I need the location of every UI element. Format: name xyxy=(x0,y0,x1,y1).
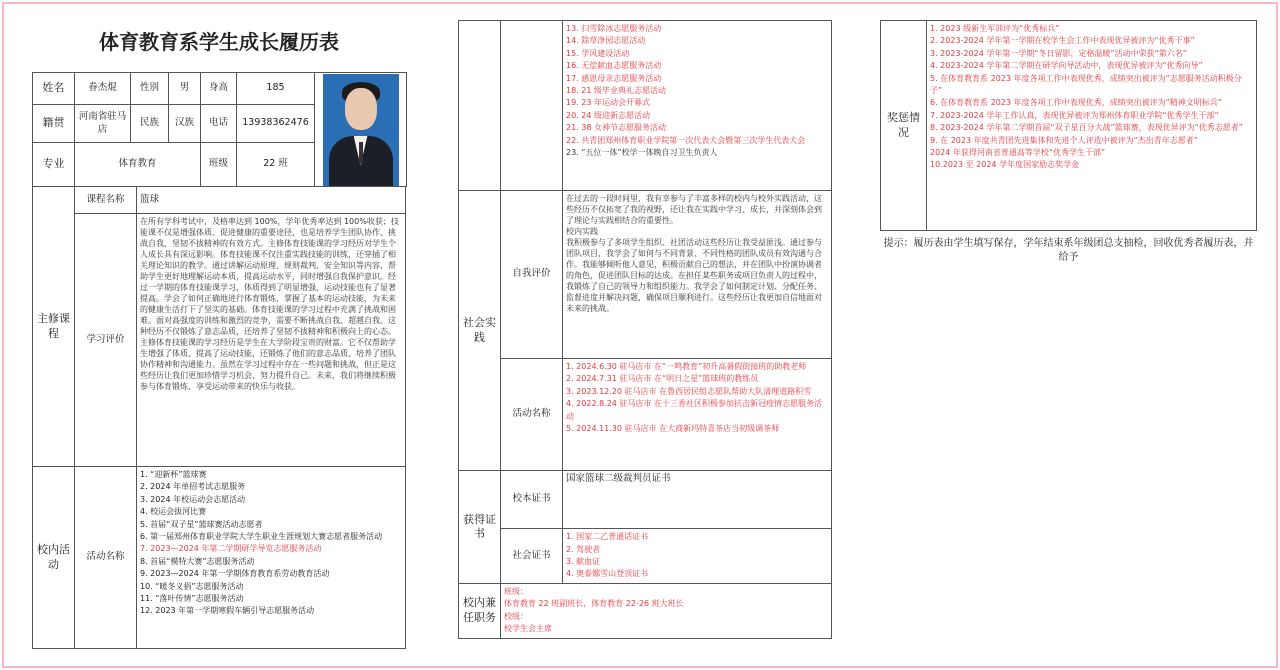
name-value: 眷杰焜 xyxy=(75,73,131,105)
list-item: 1. 2023 级新生军训评为“优秀标兵” xyxy=(930,24,1060,33)
student-photo xyxy=(323,74,399,186)
list-item: 3. 2023.12.20 驻马店市 在鲁西居民组志愿队帮助大队清理道路积雪 xyxy=(566,386,812,396)
list-item: 1. 2024.6.30 驻马店市 在“一鸣教育”初升高暑假街接班的助教老师 xyxy=(566,362,807,371)
height-label: 身高 xyxy=(201,73,237,105)
social-name-label: 活动名称 xyxy=(501,359,563,471)
course-eval-label: 学习评价 xyxy=(75,214,137,467)
list-item: 7. 2023-2024 学年工作认真，表现优异被评为郑州体育职业学院“优秀学生干部” xyxy=(930,110,1219,120)
major-label: 专业 xyxy=(33,143,75,187)
self-eval-text: 在过去的一段时间里，我有幸参与了丰富多样的校内与校外实践活动，这些经历不仅拓宽了我的视野，还让我在实践中学习、成长，并深刻体会到了理论与实践相结合的重要性。 校内实践 我积极参与了多项学生组织、社团活动这些经历让我受益匪浅。通过参与团队项目，我学会了如何与不同背景、不同性格的团队成员有效沟通与合作。我能够倾听他人意见，积极贡献自己的想法，并在团队中扮演协调者的角色，促进团队目标的达成。在担任某些职务或项目负责人的过程中，我锻炼了自己的领导力和组织能力。我学会了如何制定计划、分配任务、监督进度并解决问题，确保项目顺利进行。这些经历让我更加自信地面对未来的挑战。 xyxy=(563,191,832,359)
ethnic-label: 民族 xyxy=(131,105,169,143)
school-cert-label: 校本证书 xyxy=(501,471,563,529)
list-item: 班级： xyxy=(504,587,528,596)
list-item: 10.2023 至 2024 学年度国家励志奖学金 xyxy=(930,160,1080,170)
name-label: 姓名 xyxy=(33,73,75,105)
social-cert-list xyxy=(563,529,832,584)
course-section-label: 主修课程 xyxy=(33,187,75,467)
page-3 xyxy=(880,20,1257,264)
footer-note: 提示：履历表由学生填写保存，学年结束系年级团总支抽检，回收优秀者履历表，并给予 xyxy=(883,238,1254,263)
page2-table xyxy=(458,20,832,639)
campus-section-label: 校内活动 xyxy=(33,467,75,649)
list-item: 1. 国家二乙普通话证书 xyxy=(566,532,649,542)
list-item: 5. 2024.11.30 驻马店市 在大商新玛特喜茶店当初级调茶师 xyxy=(566,423,780,433)
major-value: 体育教育 xyxy=(75,143,201,187)
list-item: 校级： xyxy=(504,611,528,621)
duties-list xyxy=(501,584,832,639)
awards-list xyxy=(927,21,1257,231)
list-item: 8. 2023-2024 学年第二学期首届“双子星百分大战”篮球赛，表现优异评为“优秀志愿者” xyxy=(930,123,1243,133)
class-value: 22 班 xyxy=(237,143,315,187)
list-item: 20. 24 级迎新志愿活动 xyxy=(566,110,650,120)
list-item: 3. 2023-2024 学年第一学期“冬日留影，定格温暖”活动中荣获“第六名” xyxy=(930,48,1187,58)
social-section-label: 社会实践 xyxy=(459,191,501,471)
ethnic-value: 汉族 xyxy=(169,105,201,143)
list-item: 17. 感恩母亲志愿服务活动 xyxy=(566,73,662,83)
list-item: 10. “暖冬义捐”志愿服务活动 xyxy=(140,581,244,591)
list-item: 8. 首届“模特大赛”志愿服务活动 xyxy=(140,556,255,566)
list-item: 4. 校运会拔河比赛 xyxy=(140,507,207,517)
origin-label: 籍贯 xyxy=(33,105,75,143)
phone-label: 电话 xyxy=(201,105,237,143)
list-item: 6. 第一届郑州体育职业学院大学生职业生涯规划大赛志愿者服务活动 xyxy=(140,531,383,541)
list-item: 18. 21 级毕业典礼志愿活动 xyxy=(566,85,666,95)
gender-label: 性别 xyxy=(131,73,169,105)
list-item: 12. 2023 年第一学期寒假车辆引导志愿服务活动 xyxy=(140,606,315,616)
campus-activity-list-continued xyxy=(563,21,832,191)
list-item: 13. 扫雪除冰志愿服务活动 xyxy=(566,24,662,33)
basic-info-table xyxy=(32,72,407,187)
list-item: 5. 首届“双子星”篮球赛活动志愿者 xyxy=(140,519,263,529)
social-cert-label: 社会证书 xyxy=(501,529,563,584)
duties-section-label: 校内兼任职务 xyxy=(459,584,501,639)
list-item: 19. 23 年运动会开幕式 xyxy=(566,98,650,108)
list-item: 3. 2024 年校运动会志愿活动 xyxy=(140,494,246,504)
page-title: 体育教育系学生成长履历表 xyxy=(99,30,339,54)
list-item: 15. 学风建设活动 xyxy=(566,48,630,58)
list-item: 16. 无偿献血志愿服务活动 xyxy=(566,61,662,71)
list-item: 4. 奥泰娜雪山登顶证书 xyxy=(566,569,649,579)
origin-value: 河南省驻马店 xyxy=(75,105,131,143)
self-eval-label: 自我评价 xyxy=(501,191,563,359)
list-item: 22. 共青团郑州体育职业学院第一次代表大会暨第三次学生代表大会 xyxy=(566,135,806,145)
list-item: 9. 2023—2024 年第一学期体育教育系劳动教育活动 xyxy=(140,569,330,579)
list-item: 11. “落叶传情”志愿服务活动 xyxy=(140,593,244,603)
list-item: 2. 2023-2024 学年第一学期在校学生会工作中表现优异被评为“优秀干事” xyxy=(930,36,1195,46)
phone-value: 13938362476 xyxy=(237,105,315,143)
list-item: 1. “迎新杯”篮球赛 xyxy=(140,470,207,479)
list-item: 体育教育 22 班副班长，体育教育 22-26 班大班长 xyxy=(504,599,684,609)
page-2 xyxy=(458,20,832,639)
awards-table xyxy=(880,20,1257,231)
list-item: 6. 在体育教育系 2023 年度各项工作中表现优秀，成绩突出被评为“精神文明标兵” xyxy=(930,98,1222,108)
course-name-value: 篮球 xyxy=(137,187,406,214)
height-value: 185 xyxy=(237,73,315,105)
list-item: 2024 年获得河南省普通高等学校“优秀学生干部” xyxy=(930,147,1106,157)
list-item: 3. 献血证 xyxy=(566,557,601,566)
awards-section-label: 奖惩情况 xyxy=(881,21,927,231)
list-item: 9. 在 2023 年度共青团先进集体和先进个人评选中被评为“杰出青年志愿者” xyxy=(930,135,1198,145)
class-label: 班级 xyxy=(201,143,237,187)
social-activity-list xyxy=(563,359,832,471)
list-item: 4. 2023-2024 学年第二学期在研学向导活动中，表现优异被评为“优秀向导” xyxy=(930,61,1203,71)
course-table xyxy=(32,186,406,649)
campus-activity-list xyxy=(137,467,406,649)
list-item: 4. 2022.8.24 驻马店市 在十三香社区积极参加抗击新冠疫情志愿服务活动 xyxy=(566,399,822,421)
list-item: 校学生会主席 xyxy=(504,624,552,634)
course-eval-text: 在所有学科考试中，及格率达到 100%，学年优秀率达到 100%收获；技能课不仅是增强体质、促进健康的重要途径，也是培养学生团队协作、挑战自我、坚韧不拔精神的有效方式。主修体育技能课的学习经历对学生个人成长具有深远影响。体育技能课不仅注重实践技能的训练，还穿插了相关理论知识的教学。通过讲解运动原理、规则裁判、安全知识等内容，帮助学生更好地理解运动本质，提高运动水平，同时增强自我保护意识。经过一学期的体育技能课学习，体质得到了明显增强，运动技能也有了显著提高。学会了如何正确地进行体育锻炼，掌握了基本的运动技能，为未来的健康生活打下了坚实的基础。体育技能课的学习过程中充满了挑战和困难。面对高强度的训练和激烈的竞争，需要不断挑战自我、超越自我。这种经历不仅锻炼了意志品质，还培养了坚韧不拔精神和积极向上的心态。主修体育技能课的学习经历是学生在大学阶段宝贵的财富。它不仅帮助学生增强了体质、提高了运动技能，还锻炼了他们的意志品质、培养了团队协作精神和沟通能力。虽然在学习过程中存在一些问题和挑战，但正是这些经历让我们更加珍惜学习机会、努力提升自己。未来，我们将继续积极参与体育锻炼、享受运动带来的快乐与收获。 xyxy=(137,214,406,467)
list-item: 23. “五位一体”校学一体晚自习卫生负责人 xyxy=(566,147,718,157)
list-item: 2. 2024 年单招考试志愿服务 xyxy=(140,482,246,492)
certs-section-label: 获得证书 xyxy=(459,471,501,584)
campus-name-label: 活动名称 xyxy=(75,467,137,649)
list-item: 14. 除草净园志愿活动 xyxy=(566,36,646,46)
list-item: 7. 2023—2024 年第二学期研学导览志愿服务活动 xyxy=(140,544,322,554)
list-item: 21. 38 女神节志愿服务活动 xyxy=(566,123,666,133)
photo-cell xyxy=(315,73,407,187)
school-cert-value: 国家篮球二级裁判员证书 xyxy=(563,471,832,529)
list-item: 5. 在体育教育系 2023 年度各项工作中表现优秀，成绩突出被评为“志愿服务活动积极分子” xyxy=(930,73,1242,95)
gender-value: 男 xyxy=(169,73,201,105)
list-item: 2. 2024.7.31 驻马店市 在“明日之星”篮球班的教练员 xyxy=(566,374,759,384)
list-item: 2. 驾驶者 xyxy=(566,544,601,554)
course-name-label: 课程名称 xyxy=(75,187,137,214)
page-1 xyxy=(32,20,406,649)
